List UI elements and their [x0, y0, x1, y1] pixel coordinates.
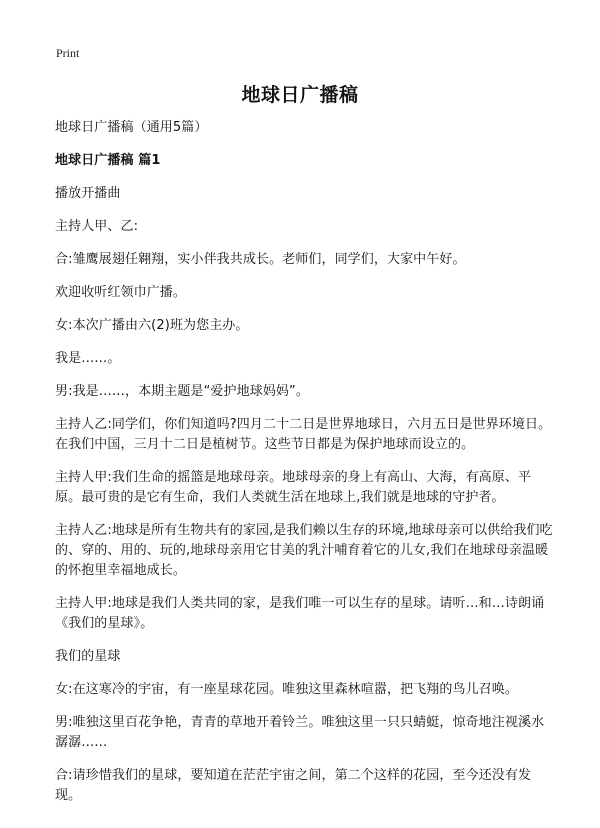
paragraph: 女:在这寒冷的宇宙，有一座星球花园。唯独这里森林喧嚣，把飞翔的鸟儿召唤。 [55, 682, 518, 697]
print-label: Print [56, 46, 80, 60]
document-body [55, 118, 555, 819]
paragraph: 欢迎收听红领巾广播。 [55, 285, 187, 300]
paragraph: 主持人甲、乙: [55, 219, 139, 234]
document-subtitle: 地球日广播稿（通用5篇） [55, 120, 208, 135]
paragraph: 合:雏鹰展翅任翱翔，实小伴我共成长。老师们，同学们，大家中午好。 [55, 252, 466, 267]
paragraph: 播放开播曲 [55, 186, 121, 201]
paragraph: 主持人乙:同学们，你们知道吗?四月二十二日是世界地球日，六月五日是世界环境日。在我们中国，三月十二日是植树节。这些节日都是为保护地球而设立的。 [55, 417, 552, 452]
poem-title: 我们的星球 [55, 649, 121, 664]
section-heading: 地球日广播稿 篇1 [55, 153, 161, 168]
paragraph: 男:我是……，本期主题是“爱护地球妈妈”。 [55, 384, 309, 399]
paragraph: 女:本次广播由六(2)班为您主办。 [55, 318, 249, 333]
paragraph: 主持人甲:地球是我们人类共同的家，是我们唯一可以生存的星球。请听…和…诗朗诵《我们的星球》。 [55, 596, 545, 631]
paragraph: 合:请珍惜我们的星球，要知道在茫茫宇宙之间，第二个这样的花园，至今还没有发现。 [55, 768, 532, 803]
paragraph: 我是……。 [55, 351, 121, 366]
paragraph: 主持人乙:地球是所有生物共有的家园,是我们赖以生存的环境,地球母亲可以供给我们吃的、穿的、用的、玩的,地球母亲用它甘美的乳汁哺育着它的儿女,我们在地球母亲温暖的怀抱里幸福地成长。 [55, 523, 553, 578]
paragraph: 男:唯独这里百花争艳，青青的草地开着铃兰。唯独这里一只只蜻蜓，惊奇地注视溪水潺潺…… [55, 715, 545, 750]
page-title: 地球日广播稿 [241, 84, 359, 106]
paragraph: 主持人甲:我们生命的摇篮是地球母亲。地球母亲的身上有高山、大海，有高原、平原。最可贵的是它有生命，我们人类就生活在地球上,我们就是地球的守护者。 [55, 470, 532, 505]
